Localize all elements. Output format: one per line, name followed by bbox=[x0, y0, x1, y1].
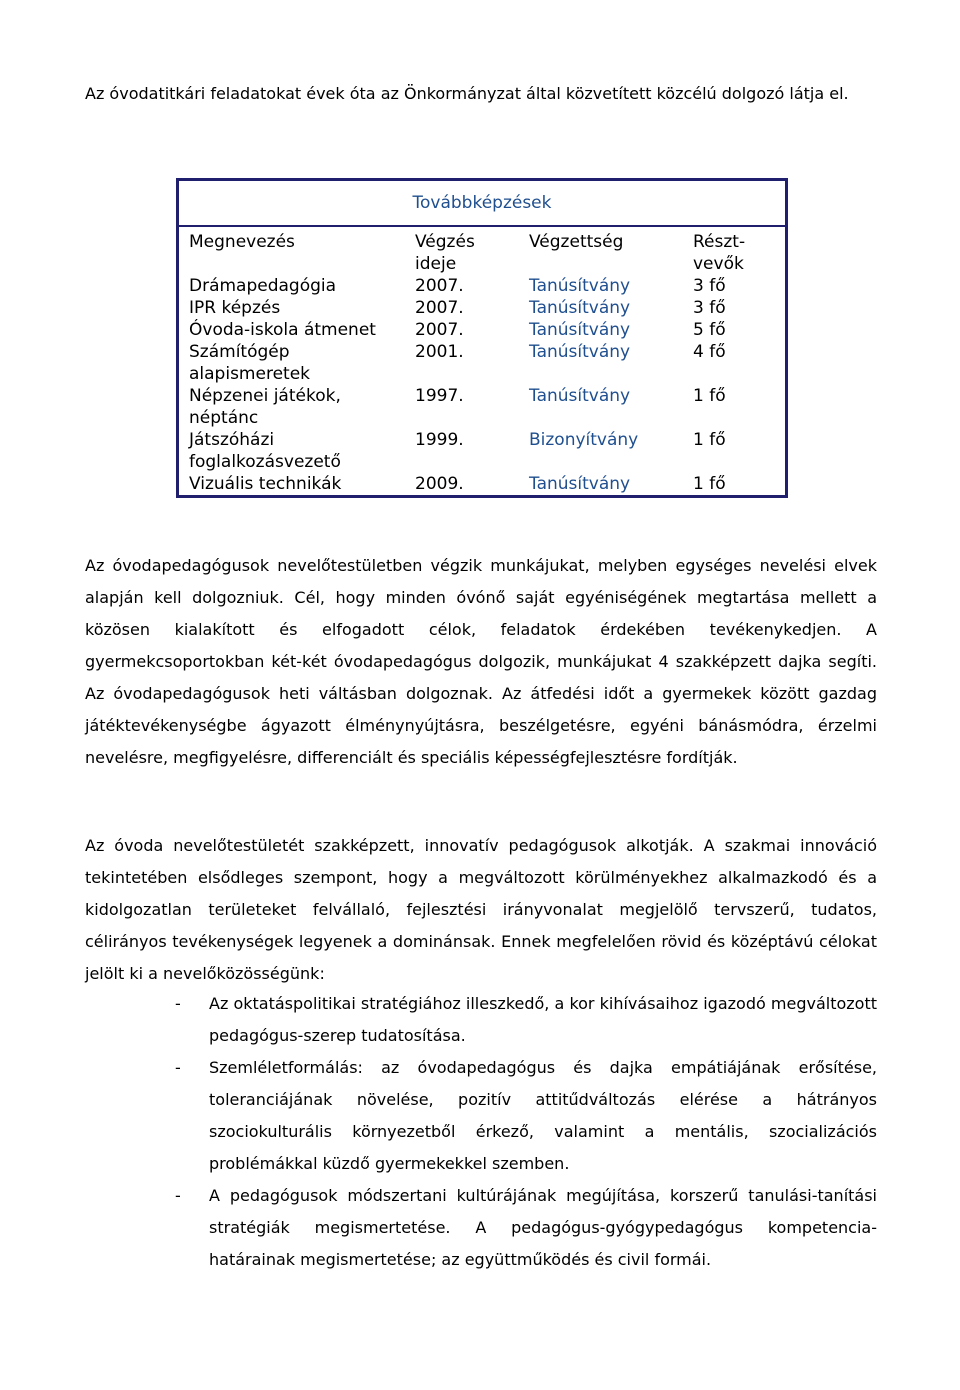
list-item bbox=[175, 988, 877, 1052]
list-dash: - bbox=[175, 994, 181, 1013]
header-participants: Részt-vevők bbox=[693, 232, 746, 274]
cell-qualification: Tanúsítvány bbox=[529, 298, 631, 318]
staff-paragraph: Az óvodapedagógusok nevelőtestületben végzik munkájukat, melyben egységes nevelési elvek alapján kell dolgozniuk. Cél, hogy minden óvónő saját egyéniségének megtartása mellett a közösen kialakított és elfogadott célok, feladatok érdekében tevékenykedjen. A gyermekcsoportokban két-két óvodapedagógus dolgozik, munkájukat 4 szakképzett dajka segíti. Az óvodapedagógusok heti váltásban dolgoznak. Az átfedési időt a gyermekek között gazdag játéktevékenységbe ágyazott élménynyújtásra, beszélgetésre, egyéni bánásmódra, érzelmi nevelésre, megfigyelésre, differenciált és speciális képességfejlesztésre fordítják. bbox=[85, 556, 877, 767]
cell-qualification: Tanúsítvány bbox=[529, 474, 631, 494]
cell-qualification: Tanúsítvány bbox=[529, 342, 631, 362]
header-year: Végzés ideje bbox=[415, 232, 475, 274]
table-row bbox=[179, 297, 785, 319]
list-item-text: A pedagógusok módszertani kultúrájának megújítása, korszerű tanulási-tanítási stratégiák megismertetése. A pedagógus-gyógypedagógus kompetencia-határainak megismertetése; az együttműködés és civil formái. bbox=[209, 1186, 877, 1269]
cell-year: 2001. bbox=[415, 342, 464, 362]
table-row bbox=[179, 385, 785, 429]
cell-year: 2007. bbox=[415, 320, 464, 340]
intro-paragraph: Az óvodatitkári feladatokat évek óta az Önkormányzat által közvetített közcélú dolgozó látja el. bbox=[85, 84, 849, 103]
cell-name: Játszóházi foglalkozásvezető bbox=[189, 430, 341, 472]
cell-qualification: Tanúsítvány bbox=[529, 320, 631, 340]
cell-name: Számítógép alapismeretek bbox=[189, 342, 310, 384]
cell-name: Népzenei játékok, néptánc bbox=[189, 386, 341, 428]
cell-participants: 4 fő bbox=[693, 342, 726, 362]
table-row bbox=[179, 473, 785, 495]
cell-name: Vizuális technikák bbox=[189, 474, 342, 494]
cell-qualification: Tanúsítvány bbox=[529, 386, 631, 406]
cell-participants: 1 fő bbox=[693, 474, 726, 494]
list-dash: - bbox=[175, 1186, 181, 1205]
table-header-row bbox=[179, 226, 785, 275]
cell-name: Drámapedagógia bbox=[189, 276, 337, 296]
trainings-table bbox=[176, 178, 788, 498]
cell-year: 2009. bbox=[415, 474, 464, 494]
cell-participants: 5 fő bbox=[693, 320, 726, 340]
table-row bbox=[179, 341, 785, 385]
header-qualification: Végzettség bbox=[529, 232, 624, 252]
list-item bbox=[175, 1180, 877, 1276]
cell-year: 1999. bbox=[415, 430, 464, 450]
innovation-paragraph: Az óvoda nevelőtestületét szakképzett, innovatív pedagógusok alkotják. A szakmai innováció tekintetében elsődleges szempont, hogy a megváltozott körülményekhez alkalmazkodó és a kidolgozatlan területeket felvállaló, fejlesztési irányvonalat megjelölő tervszerű, tudatos, célirányos tevékenységek legyenek a dominánsak. Ennek megfelelően rövid és középtávú célokat jelölt ki a nevelőközösségünk: bbox=[85, 836, 877, 983]
cell-name: IPR képzés bbox=[189, 298, 281, 318]
list-dash: - bbox=[175, 1058, 181, 1077]
cell-participants: 3 fő bbox=[693, 298, 726, 318]
list-item bbox=[175, 1052, 877, 1180]
cell-qualification: Tanúsítvány bbox=[529, 276, 631, 296]
header-name: Megnevezés bbox=[189, 232, 295, 252]
table-caption: Továbbképzések bbox=[179, 181, 785, 226]
cell-name: Óvoda-iskola átmenet bbox=[189, 320, 376, 340]
goals-list bbox=[175, 988, 877, 1276]
cell-participants: 3 fő bbox=[693, 276, 726, 296]
table-row bbox=[179, 275, 785, 297]
list-item-text: Szemléletformálás: az óvodapedagógus és dajka empátiájának erősítése, toleranciájának növelése, pozitív attitűdváltozás elérése a hátrányos szociokulturális környezetből érkező, valamint a mentális, szocializációs problémákkal küzdő gyermekekkel szemben. bbox=[209, 1058, 877, 1173]
table-row bbox=[179, 319, 785, 341]
cell-year: 2007. bbox=[415, 298, 464, 318]
table-row bbox=[179, 429, 785, 473]
cell-qualification: Bizonyítvány bbox=[529, 430, 639, 450]
cell-year: 2007. bbox=[415, 276, 464, 296]
cell-year: 1997. bbox=[415, 386, 464, 406]
cell-participants: 1 fő bbox=[693, 386, 726, 406]
list-item-text: Az oktatáspolitikai stratégiához illeszkedő, a kor kihívásaihoz igazodó megváltozott pedagógus-szerep tudatosítása. bbox=[209, 994, 877, 1045]
cell-participants: 1 fő bbox=[693, 430, 726, 450]
